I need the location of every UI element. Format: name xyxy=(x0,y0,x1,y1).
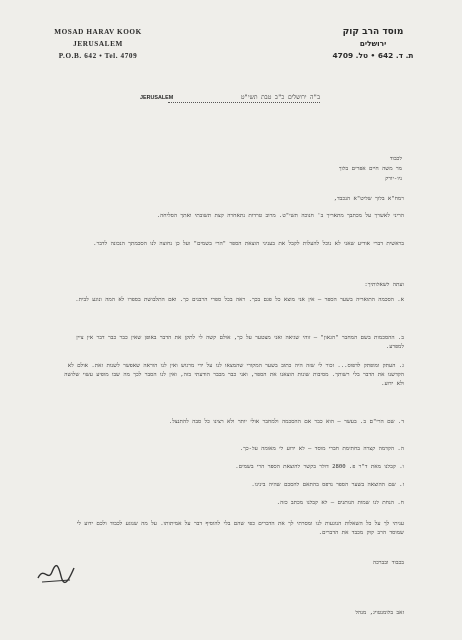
dateline-date xyxy=(241,94,320,101)
handwritten-signature xyxy=(36,562,76,586)
paragraph-item-d: ד. שם הרי"ם ב. בעשר – הוא כבר אם ההסכמה ולמחבר אולי יותר ולא רצינו כל סבה להתנצל. xyxy=(168,419,404,425)
addressee-line-1: לכבוד xyxy=(389,156,402,162)
paragraph-item-a: א. הסכמה התואריה בשער הספר – אין אני מוצא כל פגם בכך. ראה בכל ספרי הרבנים כך. ואם התלבושת בספרו לא המה ונוגע לבית. xyxy=(75,297,404,303)
salutation: רמח"א בלוך שליט"א הנכבד, xyxy=(333,196,404,202)
paragraph-closing-body: עניתי לך על כל השאלות הנוגעות לנו ומסרתי לך את הדברים כפי שהם בלי להוסיף דבר על אמיתותו. על מה שנוגע לכבוד ולכם ידוע לי שמוסד הרב קוק מכבד את הדברים. xyxy=(76,521,404,536)
closing-formula: בכבוד ובברכה xyxy=(372,560,404,566)
addressee-line-3: ניו-יורק xyxy=(385,176,402,182)
dateline-place-hebrew: ב"ה ירושלים xyxy=(288,94,320,101)
letterhead-name-en: MOSAD HARAV KOOK xyxy=(54,28,142,36)
dateline-rule xyxy=(168,102,320,103)
paragraph-3: ועתה לשאלותיך: xyxy=(364,282,404,288)
addressee-line-2: מר משה חיים אפרים בלוך xyxy=(338,166,402,172)
letterhead-hebrew xyxy=(318,26,428,62)
paragraph-item-e: ה. הקדמה קצרה בחתימת חברי מוסד – לא ידוע לי מאומה על-כך. xyxy=(239,446,404,452)
letterhead-city-en: JERUSALEM xyxy=(73,40,123,48)
paragraph-2: בראשית דברי אודיע שאני לא נוכל להעלות לקבל את בעניני הוצאת הספר "הרי בשמים" ועל כן נחוצה לנו הסכמתך הנכונה לדבר. xyxy=(93,241,404,247)
paragraph-item-b: ב. ההסכמות בשם המחבר "הגאון" – זוהי שגיאה ואני מצטער על כך, אולם קשה לי לתקן את הדבר באופן שאין כבר כבר דבר אין ציין למפרע. xyxy=(76,335,404,350)
dateline-place: JERUSALEM xyxy=(140,95,174,101)
paragraph-item-g: ז. שם ההוצאה בשער הספר נדפס בהתאם להסכם שהיה בינינו. xyxy=(251,482,404,488)
letterhead-english xyxy=(38,26,158,62)
dateline xyxy=(140,94,320,104)
paragraph-item-h: ח. הנחת לנו שמות הנותנים – לא קבלנו מכתב כזה. xyxy=(276,500,404,506)
letterhead-city-he: ירושלים xyxy=(359,39,387,48)
letterhead-contact-he: ת. ד. 642 • טל. 4709 xyxy=(332,51,414,60)
paragraph-item-c: ג. העתק ומופתק לדפוס... זכור לי שזה היה כתוב בשער המקורי שהמצאו לנו על ידי מרגוש ואין לנו הוראה שאפשר לשנות זאת. אולם לא הקדשנו את הדבר בלי רשותך. מסיבות שונות הוצאנו את הספר, ואני כבר מכבר הודעתי בזה, ואין לנו הסבר לכך מה שבו מופיע עשוי שלושה ולא ידוע. xyxy=(64,363,404,387)
paragraph-item-f: ו. קבלנו מאת ד"ר פ. 2800 דולר בקשר להוצאת הספר הרי בשמים. xyxy=(235,464,404,470)
letterhead-name-he: מוסד הרב קוק xyxy=(342,27,404,37)
signature-typed-name: זאב בלומנטויג, מנהל xyxy=(355,610,404,616)
paragraph-1: הריני לאשרך על מכתבך מתאריך ב' חנוכה תשי"ט. מרוב טרדות נתאחרה קצת תשובתי ואתך הסליחה. xyxy=(156,213,404,219)
dateline-hebrew-date: כ"ב טבת תשי"ט xyxy=(240,94,285,101)
letterhead-contact-en: P.O.B. 642 • Tel. 4709 xyxy=(58,52,138,60)
